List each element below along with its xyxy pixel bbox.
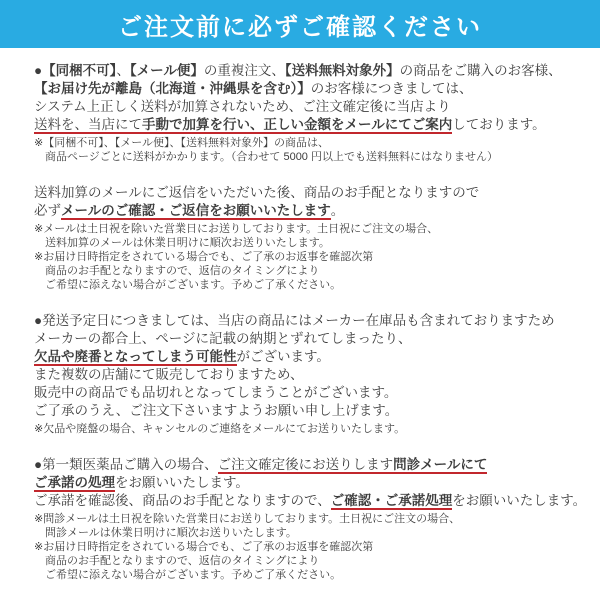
text-segment: 手動で加算を行い、正しい金額をメールにてご案内 [142, 117, 453, 132]
text-segment: 問診メールは休業日明けに順次お送りいたします。 [45, 527, 297, 539]
text-segment: がございます。 [236, 349, 330, 364]
text-line [34, 568, 596, 582]
notice-header [0, 0, 600, 48]
text-line [34, 330, 596, 348]
text-line [34, 474, 596, 492]
text-line [34, 250, 596, 264]
text-segment: の商品をご購入のお客様、 [399, 63, 562, 78]
text-line [34, 402, 596, 420]
section-shipping-date [34, 312, 596, 420]
text-segment: 【送料無料対象外】 [284, 63, 400, 78]
text-segment: しております。 [452, 117, 546, 132]
text-segment: ご了承のうえ、ご注文下さいますようお願い申し上げます。 [34, 403, 399, 418]
text-segment: 商品のお手配となりますので、返信のタイミングにより [45, 265, 320, 277]
text-segment: メールのご確認・ご返信をお願いいたします [61, 203, 331, 218]
text-line [34, 348, 596, 366]
text-line [34, 80, 596, 98]
text-segment: ご確認・ご承諾処理 [330, 493, 453, 508]
text-segment: 【同梱不可】 [42, 63, 117, 78]
text-segment: の重複注文、 [203, 63, 285, 78]
section-class1-drug [34, 456, 596, 510]
text-segment: ● [34, 63, 43, 78]
text-line [34, 184, 596, 202]
text-line [34, 116, 596, 134]
text-segment: のお客様につきましては、 [310, 81, 473, 96]
text-line [34, 554, 596, 568]
text-segment: 。 [330, 203, 345, 218]
text-segment: 商品のお手配となりますので、返信のタイミングにより [45, 555, 320, 567]
text-segment: をお願いいたします。 [452, 493, 587, 508]
text-line [34, 136, 596, 150]
section-cancel-note [34, 422, 596, 436]
text-segment: 欠品や廃番となってしまう可能性 [34, 349, 237, 364]
text-segment: 問診メールにて [393, 457, 488, 472]
text-line [34, 312, 596, 330]
text-line [34, 366, 596, 384]
text-segment: ご承諾の処理 [34, 475, 115, 490]
text-segment: ※【同梱不可】、【メール便】、【送料無料対象外】の商品は、 [34, 137, 329, 149]
text-segment: 必ず [34, 203, 61, 218]
text-line [34, 150, 596, 164]
text-line [34, 384, 596, 402]
section-mail-reply-note [34, 222, 596, 292]
text-segment: ご承諾を確認後、商品のお手配となりますので、 [34, 493, 331, 508]
text-segment: 送料加算のメールにご返信をいただいた後、商品のお手配となりますので [34, 185, 480, 200]
text-line [34, 456, 596, 474]
text-segment: ※欠品や廃盤の場合、キャンセルのご連絡をメールにてお送りいたします。 [34, 423, 406, 435]
text-line [34, 422, 596, 436]
text-segment: ※お届け日時指定をされている場合でも、ご了承のお返事を確認次第 [34, 541, 374, 553]
text-segment: ●発送予定日につきましては、当店の商品にはメーカー在庫品も含まれておりますため [34, 313, 555, 328]
section-shipping-surcharge-note [34, 136, 596, 164]
text-segment: 販売中の商品でも品切れとなってしまうことがございます。 [34, 385, 398, 400]
text-line [34, 202, 596, 220]
text-segment: また複数の店舗にて販売しておりますため、 [34, 367, 304, 382]
text-segment: 送料を、当店にて [34, 117, 142, 132]
text-segment: ※問診メールは土日祝を除いた営業日にお送りしております。土日祝にご注文の場合、 [34, 513, 461, 525]
text-line [34, 278, 596, 292]
text-segment: システム上正しく送料が加算されないため、ご注文確定後に当店より [34, 99, 451, 114]
text-line [34, 526, 596, 540]
text-segment: ご希望に添えない場合がございます。予めご了承ください。 [45, 279, 342, 291]
text-segment: をお願いいたします。 [115, 475, 249, 490]
text-segment: 【メール便】 [129, 63, 204, 78]
section-shipping-surcharge [34, 62, 596, 134]
page-title: ご注文前に必ずご確認ください [118, 13, 482, 41]
text-line [34, 222, 596, 236]
text-line [34, 540, 596, 554]
text-segment: 【お届け先が離島（北海道・沖縄県を含む）】 [34, 81, 311, 96]
text-segment: ※お届け日時指定をされている場合でも、ご了承のお返事を確認次第 [34, 251, 374, 263]
text-segment: ●第一類医薬品ご購入の場合、 [34, 457, 218, 472]
section-class1-drug-note [34, 512, 596, 582]
section-mail-reply [34, 184, 596, 220]
text-segment: メーカーの都合上、ページに記載の納期とずれてしまったり、 [34, 331, 412, 346]
text-segment: 、 [116, 63, 130, 78]
text-line [34, 264, 596, 278]
text-segment: 商品ページごとに送料がかかります。（合わせて 5000 円以上でも送料無料にはなりません） [45, 151, 498, 163]
text-line [34, 62, 596, 80]
text-line [34, 236, 596, 250]
text-line [34, 492, 596, 510]
text-segment: ご希望に添えない場合がございます。予めご了承ください。 [45, 569, 342, 581]
text-segment: 送料加算のメールは休業日明けに順次お送りいたします。 [45, 237, 330, 249]
text-segment: ご注文確定後にお送りします [217, 457, 394, 472]
text-line [34, 512, 596, 526]
notice-body [0, 48, 600, 582]
text-segment: ※メールは土日祝を除いた営業日にお送りしております。土日祝にご注文の場合、 [34, 223, 439, 235]
text-line [34, 98, 596, 116]
